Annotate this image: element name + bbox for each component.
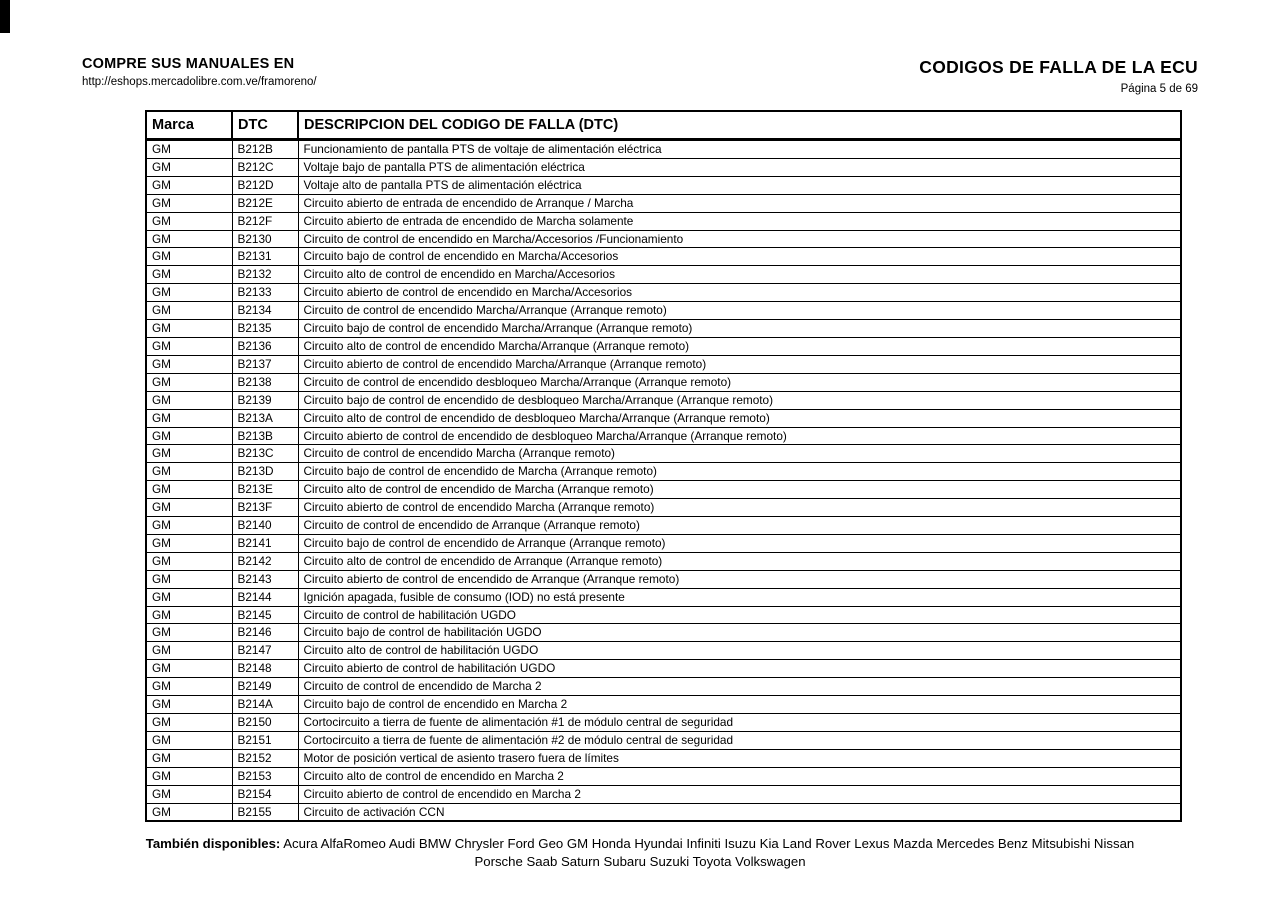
cell-marca: GM — [146, 212, 232, 230]
table-row — [146, 534, 1181, 552]
cell-dtc: B2132 — [232, 266, 298, 284]
table-row — [146, 678, 1181, 696]
cell-marca: GM — [146, 230, 232, 248]
table-row — [146, 284, 1181, 302]
table-row — [146, 660, 1181, 678]
cell-marca: GM — [146, 176, 232, 194]
cell-marca: GM — [146, 427, 232, 445]
cell-marca: GM — [146, 302, 232, 320]
cell-description: Circuito bajo de control de encendido de Arranque (Arranque remoto) — [298, 534, 1181, 552]
table-row — [146, 803, 1181, 821]
cell-dtc: B214A — [232, 696, 298, 714]
table-row — [146, 427, 1181, 445]
promo-url: http://eshops.mercadolibre.com.ve/framoreno/ — [82, 76, 317, 88]
cell-description: Circuito alto de control de encendido de Marcha (Arranque remoto) — [298, 481, 1181, 499]
table-row — [146, 230, 1181, 248]
cell-description: Circuito alto de control de encendido de Arranque (Arranque remoto) — [298, 552, 1181, 570]
table-row — [146, 749, 1181, 767]
cell-marca: GM — [146, 194, 232, 212]
cell-marca: GM — [146, 445, 232, 463]
cell-marca: GM — [146, 284, 232, 302]
cell-description: Circuito abierto de control de encendido Marcha/Arranque (Arranque remoto) — [298, 355, 1181, 373]
cell-marca: GM — [146, 337, 232, 355]
cell-marca: GM — [146, 678, 232, 696]
promo-header — [82, 56, 317, 88]
cell-description: Circuito abierto de control de encendido de desbloqueo Marcha/Arranque (Arranque remoto) — [298, 427, 1181, 445]
cell-description: Circuito abierto de control de encendido en Marcha 2 — [298, 785, 1181, 803]
cell-dtc: B2145 — [232, 606, 298, 624]
cell-marca: GM — [146, 355, 232, 373]
cell-marca: GM — [146, 409, 232, 427]
cell-marca: GM — [146, 320, 232, 338]
cell-marca: GM — [146, 517, 232, 535]
table-row — [146, 248, 1181, 266]
cell-description: Circuito alto de control de habilitación UGDO — [298, 642, 1181, 660]
cell-description: Circuito abierto de entrada de encendido de Marcha solamente — [298, 212, 1181, 230]
table-row — [146, 499, 1181, 517]
cell-dtc: B2137 — [232, 355, 298, 373]
table-row — [146, 302, 1181, 320]
cell-marca: GM — [146, 534, 232, 552]
cell-dtc: B2154 — [232, 785, 298, 803]
cell-description: Circuito bajo de control de encendido Marcha/Arranque (Arranque remoto) — [298, 320, 1181, 338]
cell-marca: GM — [146, 373, 232, 391]
cell-description: Circuito alto de control de encendido Marcha/Arranque (Arranque remoto) — [298, 337, 1181, 355]
cell-dtc: B2133 — [232, 284, 298, 302]
cell-description: Circuito de control de encendido Marcha/Arranque (Arranque remoto) — [298, 302, 1181, 320]
cell-description: Circuito abierto de control de encendido de Arranque (Arranque remoto) — [298, 570, 1181, 588]
scan-artifact — [0, 0, 10, 33]
cell-description: Circuito bajo de control de encendido en Marcha/Accesorios — [298, 248, 1181, 266]
table-row — [146, 158, 1181, 176]
column-header-description: DESCRIPCION DEL CODIGO DE FALLA (DTC) — [298, 111, 1181, 140]
cell-marca: GM — [146, 391, 232, 409]
brands-line-2: Porsche Saab Saturn Subaru Suzuki Toyota Volkswagen — [474, 854, 806, 869]
cell-dtc: B213E — [232, 481, 298, 499]
cell-dtc: B2146 — [232, 624, 298, 642]
cell-description: Circuito bajo de control de encendido en Marcha 2 — [298, 696, 1181, 714]
table-row — [146, 570, 1181, 588]
cell-dtc: B2147 — [232, 642, 298, 660]
table-row — [146, 588, 1181, 606]
cell-description: Circuito de control de encendido desbloqueo Marcha/Arranque (Arranque remoto) — [298, 373, 1181, 391]
cell-description: Circuito abierto de control de encendido en Marcha/Accesorios — [298, 284, 1181, 302]
cell-marca: GM — [146, 248, 232, 266]
cell-marca: GM — [146, 714, 232, 732]
cell-description: Circuito bajo de control de encendido de desbloqueo Marcha/Arranque (Arranque remoto) — [298, 391, 1181, 409]
cell-marca: GM — [146, 731, 232, 749]
table-row — [146, 373, 1181, 391]
table-row — [146, 355, 1181, 373]
table-row — [146, 391, 1181, 409]
column-header-dtc: DTC — [232, 111, 298, 140]
cell-description: Circuito bajo de control de encendido de Marcha (Arranque remoto) — [298, 463, 1181, 481]
cell-marca: GM — [146, 767, 232, 785]
cell-dtc: B213D — [232, 463, 298, 481]
dtc-table — [145, 110, 1182, 822]
cell-dtc: B212C — [232, 158, 298, 176]
cell-marca: GM — [146, 588, 232, 606]
cell-dtc: B2148 — [232, 660, 298, 678]
table-row — [146, 731, 1181, 749]
table-row — [146, 552, 1181, 570]
cell-description: Cortocircuito a tierra de fuente de alimentación #2 de módulo central de seguridad — [298, 731, 1181, 749]
cell-dtc: B2143 — [232, 570, 298, 588]
cell-description: Ignición apagada, fusible de consumo (IOD) no está presente — [298, 588, 1181, 606]
cell-marca: GM — [146, 158, 232, 176]
cell-marca: GM — [146, 803, 232, 821]
cell-dtc: B212D — [232, 176, 298, 194]
cell-marca: GM — [146, 642, 232, 660]
cell-description: Circuito bajo de control de habilitación UGDO — [298, 624, 1181, 642]
cell-dtc: B212F — [232, 212, 298, 230]
cell-marca: GM — [146, 624, 232, 642]
also-available-label: También disponibles: — [145, 836, 281, 851]
page-title: CODIGOS DE FALLA DE LA ECU — [919, 57, 1198, 77]
cell-description: Circuito de control de encendido de Arranque (Arranque remoto) — [298, 517, 1181, 535]
table-row — [146, 767, 1181, 785]
cell-description: Funcionamiento de pantalla PTS de voltaje de alimentación eléctrica — [298, 140, 1181, 159]
table-row — [146, 194, 1181, 212]
cell-description: Circuito de control de encendido Marcha (Arranque remoto) — [298, 445, 1181, 463]
cell-dtc: B2141 — [232, 534, 298, 552]
cell-dtc: B2134 — [232, 302, 298, 320]
cell-description: Circuito abierto de entrada de encendido de Arranque / Marcha — [298, 194, 1181, 212]
cell-marca: GM — [146, 696, 232, 714]
cell-dtc: B2135 — [232, 320, 298, 338]
cell-dtc: B2155 — [232, 803, 298, 821]
cell-description: Circuito alto de control de encendido de desbloqueo Marcha/Arranque (Arranque remoto) — [298, 409, 1181, 427]
cell-marca: GM — [146, 481, 232, 499]
promo-title: COMPRE SUS MANUALES EN — [82, 56, 295, 72]
cell-dtc: B2142 — [232, 552, 298, 570]
footer-line-1 — [0, 835, 1280, 853]
cell-marca: GM — [146, 749, 232, 767]
cell-dtc: B2149 — [232, 678, 298, 696]
table-row — [146, 624, 1181, 642]
footer — [0, 835, 1280, 871]
page-indicator: Página 5 de 69 — [1120, 83, 1198, 95]
table-row — [146, 714, 1181, 732]
cell-marca: GM — [146, 785, 232, 803]
cell-dtc: B2153 — [232, 767, 298, 785]
table-row — [146, 642, 1181, 660]
cell-marca: GM — [146, 660, 232, 678]
cell-dtc: B212E — [232, 194, 298, 212]
cell-dtc: B2140 — [232, 517, 298, 535]
table-row — [146, 337, 1181, 355]
table-row — [146, 481, 1181, 499]
document-header — [919, 57, 1198, 95]
cell-dtc: B2136 — [232, 337, 298, 355]
cell-marca: GM — [146, 463, 232, 481]
cell-dtc: B2131 — [232, 248, 298, 266]
cell-marca: GM — [146, 552, 232, 570]
cell-marca: GM — [146, 140, 232, 159]
table-row — [146, 517, 1181, 535]
cell-dtc: B213B — [232, 427, 298, 445]
table-row — [146, 266, 1181, 284]
table-header-row — [146, 111, 1181, 140]
cell-dtc: B2139 — [232, 391, 298, 409]
cell-dtc: B2138 — [232, 373, 298, 391]
cell-marca: GM — [146, 266, 232, 284]
cell-description: Circuito abierto de control de habilitación UGDO — [298, 660, 1181, 678]
cell-marca: GM — [146, 570, 232, 588]
table-row — [146, 696, 1181, 714]
table-row — [146, 140, 1181, 159]
column-header-marca: Marca — [146, 111, 232, 140]
cell-description: Voltaje bajo de pantalla PTS de alimentación eléctrica — [298, 158, 1181, 176]
cell-dtc: B213F — [232, 499, 298, 517]
brands-line-1: Acura AlfaRomeo Audi BMW Chrysler Ford Geo GM Honda Hyundai Infiniti Isuzu Kia Land Rover Lexus Mazda Mercedes Benz Mitsubishi Nissan — [283, 836, 1135, 851]
table-row — [146, 606, 1181, 624]
cell-description: Circuito abierto de control de encendido Marcha (Arranque remoto) — [298, 499, 1181, 517]
cell-description: Cortocircuito a tierra de fuente de alimentación #1 de módulo central de seguridad — [298, 714, 1181, 732]
cell-dtc: B2144 — [232, 588, 298, 606]
cell-dtc: B213C — [232, 445, 298, 463]
cell-description: Motor de posición vertical de asiento trasero fuera de límites — [298, 749, 1181, 767]
cell-dtc: B2151 — [232, 731, 298, 749]
table-row — [146, 409, 1181, 427]
table-row — [146, 785, 1181, 803]
cell-description: Voltaje alto de pantalla PTS de alimentación eléctrica — [298, 176, 1181, 194]
cell-dtc: B2152 — [232, 749, 298, 767]
cell-dtc: B2130 — [232, 230, 298, 248]
table-row — [146, 445, 1181, 463]
cell-marca: GM — [146, 499, 232, 517]
cell-description: Circuito alto de control de encendido en Marcha/Accesorios — [298, 266, 1181, 284]
table-row — [146, 176, 1181, 194]
cell-dtc: B2150 — [232, 714, 298, 732]
table-row — [146, 212, 1181, 230]
cell-marca: GM — [146, 606, 232, 624]
cell-description: Circuito alto de control de encendido en Marcha 2 — [298, 767, 1181, 785]
table-row — [146, 320, 1181, 338]
cell-description: Circuito de activación CCN — [298, 803, 1181, 821]
cell-dtc: B213A — [232, 409, 298, 427]
cell-description: Circuito de control de encendido en Marcha/Accesorios /Funcionamiento — [298, 230, 1181, 248]
cell-dtc: B212B — [232, 140, 298, 159]
cell-description: Circuito de control de encendido de Marcha 2 — [298, 678, 1181, 696]
table-row — [146, 463, 1181, 481]
cell-description: Circuito de control de habilitación UGDO — [298, 606, 1181, 624]
